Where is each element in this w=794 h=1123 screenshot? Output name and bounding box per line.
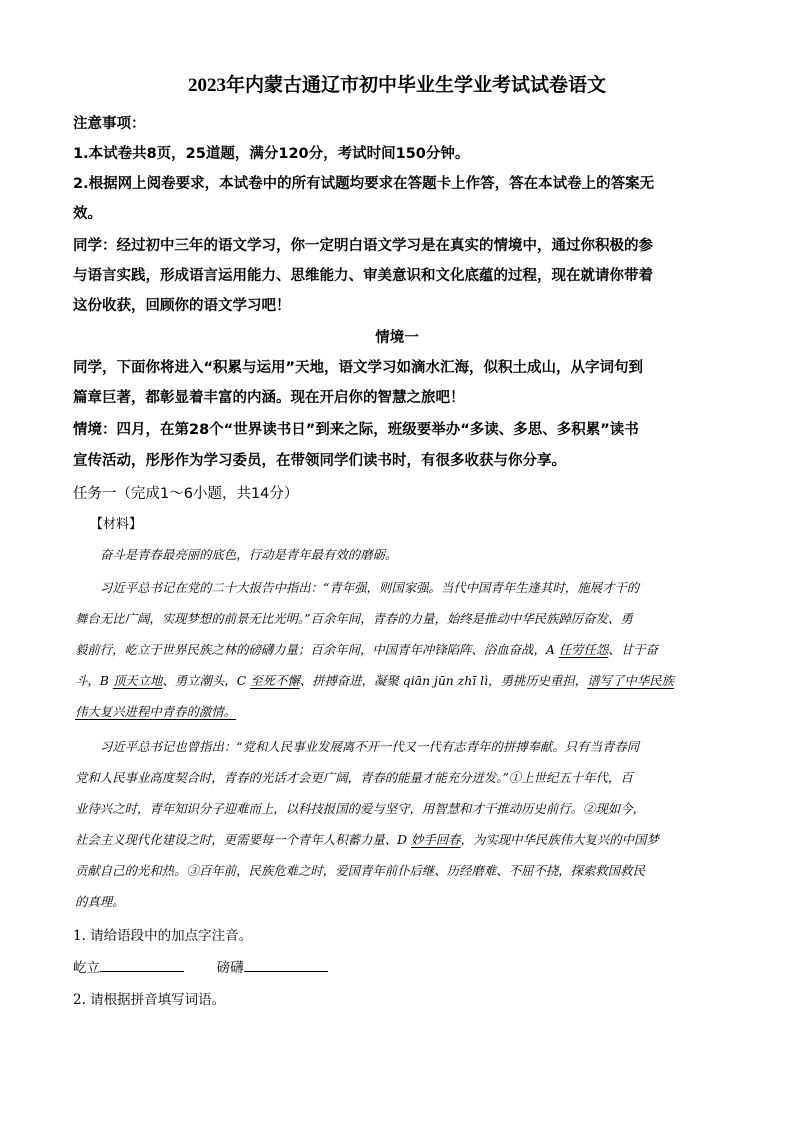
notice-item-2-line-1: 2.根据网上阅卷要求，本试卷中的所有试题均要求在答题卡上作答，答在本试卷上的答案无 xyxy=(73,176,655,192)
material-p1: 奋斗是青春最亮丽的底色，行动是青年最有效的磨砺。 xyxy=(100,547,398,562)
material-text: 、甘于奋 xyxy=(608,642,658,657)
material-p2-line-2: 舞台无比广阔，实现梦想的前景无比光明。”百余年间，青春的力量，始终是推动中华民族踔厉奋发、勇 xyxy=(75,611,633,626)
underlined-phrase-d: 妙手回春 xyxy=(411,832,461,847)
intro-line-2: 与语言实践，形成语言运用能力、思维能力、审美意识和文化底蕴的过程，现在就请你带着 xyxy=(73,268,653,284)
material-text: 毅前行，屹立于世界民族之林的磅礴力量；百余年间，中国青年冲锋陷阵、浴血奋战，A xyxy=(75,642,559,657)
underlined-phrase-b: 顶天立地 xyxy=(112,673,163,688)
underlined-phrase-c: 至死不懈 xyxy=(250,673,300,688)
answer-blank-1[interactable] xyxy=(100,959,184,972)
material-p2-line-1: 习近平总书记在党的二十大报告中指出：“青年强，则国家强。当代中国青年生逢其时，施展才干的 xyxy=(100,580,640,595)
question-2-stem: 2. 请根据拼音填写词语。 xyxy=(73,992,226,1008)
material-p3-line-6: 的真理。 xyxy=(75,894,125,909)
notice-item-1: 1.本试卷共8页，25道题，满分120分，考试时间150分钟。 xyxy=(73,146,470,162)
material-p2-line-5 xyxy=(75,702,236,720)
scene-line-1: 同学，下面你将进入“积累与运用”天地，语文学习如滴水汇海，似积土成山，从字词句到 xyxy=(73,360,644,376)
material-p3-line-3: 业待兴之时，青年知识分子迎难而上，以科技报国的爱与坚守，用智慧和才干推动历史前行。②现如今， xyxy=(75,801,645,816)
intro-line-1: 同学：经过初中三年的语文学习，你一定明白语文学习是在真实的情境中，通过你积极的参 xyxy=(73,238,653,254)
material-text: 、拼搏奋进，凝聚 qiān jūn zhī lì，勇挑历史重担， xyxy=(299,673,588,688)
scene-title: 情境一 xyxy=(375,330,419,346)
material-text: 、勇立潮头，C xyxy=(162,673,251,688)
scene-line-4: 宣传活动，彤彤作为学习委员，在带领同学们读书时，有很多收获与你分享。 xyxy=(73,453,566,469)
material-label: 【材料】 xyxy=(90,517,143,532)
word-2: 磅礴 xyxy=(216,960,244,976)
material-text: 斗，B xyxy=(75,673,113,688)
scene-line-3: 情境：四月，在第28个“世界读书日”到来之际，班级要举办“多读、多思、多积累”读书 xyxy=(73,422,639,438)
material-p3-line-5: 贡献自己的光和热。③百年前，民族危难之时，爱国青年前仆后继、历经磨难、不屈不挠，探索救国救民 xyxy=(75,863,645,878)
underlined-sentence: 谱写了中华民族 xyxy=(587,673,674,688)
material-text: ，为实现中华民族伟大复兴的中国梦 xyxy=(460,832,659,847)
task-1-heading: 任务一（完成1～6小题，共14分） xyxy=(73,486,299,502)
underlined-sentence-end: 伟大复兴进程中青春的激情。 xyxy=(75,704,237,719)
material-p2-line-4 xyxy=(75,671,674,689)
scene-line-2: 篇章巨著，都彰显着丰富的内涵。现在开启你的智慧之旅吧！ xyxy=(73,390,465,406)
page-title: 2023年内蒙古通辽市初中毕业生学业考试试卷语文 xyxy=(187,75,606,96)
underlined-phrase-a: 任劳任怨 xyxy=(558,642,609,657)
material-p3-line-1: 习近平总书记也曾指出：“党和人民事业发展离不开一代又一代有志青年的拼搏奉献。只有当青春同 xyxy=(100,739,640,754)
question-1-answers xyxy=(73,956,328,976)
intro-line-3: 这份收获，回顾你的语文学习吧！ xyxy=(73,298,291,314)
material-p3-line-4 xyxy=(75,830,659,848)
notice-item-2-line-2: 效。 xyxy=(73,206,102,222)
answer-blank-2[interactable] xyxy=(244,959,328,972)
word-1: 屹立 xyxy=(73,960,100,976)
question-1-stem: 1. 请给语段中的加点字注音。 xyxy=(73,928,253,944)
material-p3-line-2: 党和人民事业高度契合时，青春的光话才会更广阔，青春的能量才能充分迸发。”①上世纪五十年代，百 xyxy=(75,770,633,785)
material-text: 社会主义现代化建设之时，更需要每一个青年人积蓄力量、D xyxy=(75,832,412,847)
notice-heading: 注意事项： xyxy=(73,116,146,132)
material-p2-line-3 xyxy=(75,640,658,658)
